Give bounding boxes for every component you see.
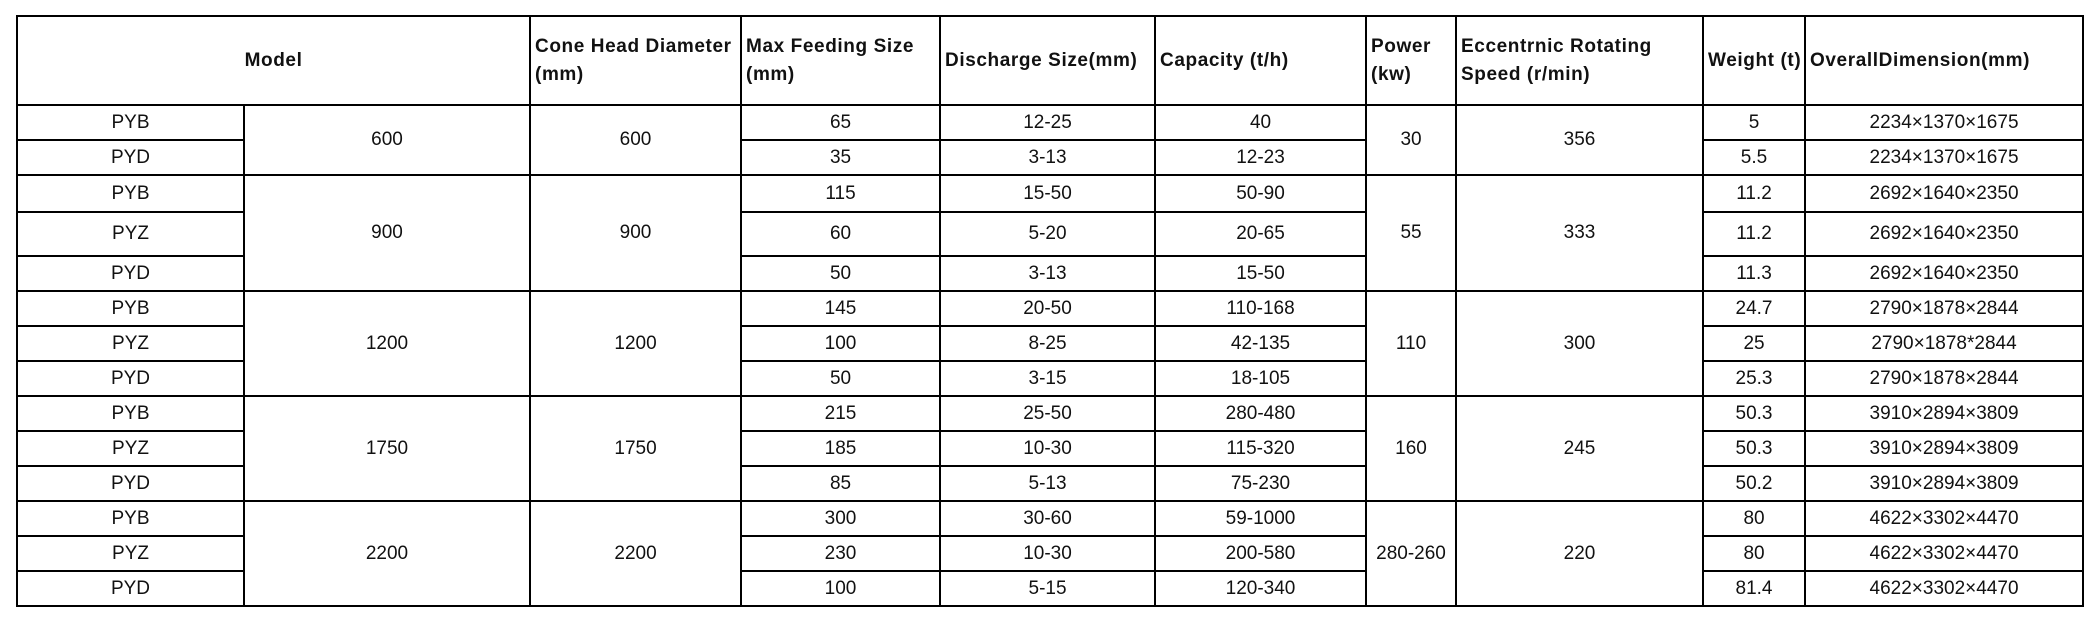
discharge-cell: 30-60 [940,501,1155,536]
header-cone-head-diameter: Cone Head Diameter (mm) [530,16,741,105]
model-cell: PYZ [17,536,244,571]
capacity-cell: 20-65 [1155,212,1366,256]
max-feeding-cell: 215 [741,396,940,431]
capacity-cell: 115-320 [1155,431,1366,466]
max-feeding-cell: 65 [741,105,940,140]
model-cell: PYB [17,396,244,431]
weight-cell: 50.3 [1703,396,1805,431]
table-row [17,175,2083,212]
table-row [17,105,2083,140]
max-feeding-cell: 300 [741,501,940,536]
model-cell: PYZ [17,326,244,361]
capacity-cell: 50-90 [1155,175,1366,212]
model-cell: PYD [17,140,244,175]
discharge-cell: 3-13 [940,256,1155,291]
capacity-cell: 120-340 [1155,571,1366,606]
speed-cell: 333 [1456,175,1703,291]
model-cell: PYD [17,361,244,396]
dimension-cell: 4622×3302×4470 [1805,571,2083,606]
discharge-cell: 10-30 [940,536,1155,571]
weight-cell: 24.7 [1703,291,1805,326]
discharge-cell: 5-15 [940,571,1155,606]
model-cell: PYB [17,291,244,326]
dimension-cell: 2234×1370×1675 [1805,140,2083,175]
capacity-cell: 15-50 [1155,256,1366,291]
power-cell: 280-260 [1366,501,1456,606]
discharge-cell: 15-50 [940,175,1155,212]
model-cell: PYB [17,105,244,140]
model-cell: PYD [17,466,244,501]
discharge-cell: 20-50 [940,291,1155,326]
power-cell: 160 [1366,396,1456,501]
speed-cell: 220 [1456,501,1703,606]
weight-cell: 5.5 [1703,140,1805,175]
cone-head-cell: 1750 [530,396,741,501]
cone-head-cell: 1200 [530,291,741,396]
header-row [17,16,2083,105]
max-feeding-cell: 85 [741,466,940,501]
capacity-cell: 59-1000 [1155,501,1366,536]
header-capacity: Capacity (t/h) [1155,16,1366,105]
weight-cell: 50.2 [1703,466,1805,501]
size-cell: 2200 [244,501,530,606]
dimension-cell: 4622×3302×4470 [1805,536,2083,571]
header-overall-dimension: OverallDimension(mm) [1805,16,2083,105]
max-feeding-cell: 185 [741,431,940,466]
dimension-cell: 2790×1878×2844 [1805,361,2083,396]
dimension-cell: 2692×1640×2350 [1805,212,2083,256]
capacity-cell: 75-230 [1155,466,1366,501]
header-eccentric-speed: Eccentrnic Rotating Speed (r/min) [1456,16,1703,105]
discharge-cell: 5-20 [940,212,1155,256]
speed-cell: 356 [1456,105,1703,175]
capacity-cell: 110-168 [1155,291,1366,326]
dimension-cell: 2692×1640×2350 [1805,256,2083,291]
dimension-cell: 3910×2894×3809 [1805,466,2083,501]
dimension-cell: 3910×2894×3809 [1805,396,2083,431]
max-feeding-cell: 35 [741,140,940,175]
discharge-cell: 5-13 [940,466,1155,501]
capacity-cell: 12-23 [1155,140,1366,175]
max-feeding-cell: 60 [741,212,940,256]
dimension-cell: 4622×3302×4470 [1805,501,2083,536]
weight-cell: 11.3 [1703,256,1805,291]
discharge-cell: 25-50 [940,396,1155,431]
header-discharge-size: Discharge Size(mm) [940,16,1155,105]
model-cell: PYB [17,501,244,536]
weight-cell: 11.2 [1703,212,1805,256]
size-cell: 900 [244,175,530,291]
power-cell: 110 [1366,291,1456,396]
size-cell: 1200 [244,291,530,396]
table-row [17,501,2083,536]
capacity-cell: 40 [1155,105,1366,140]
max-feeding-cell: 50 [741,361,940,396]
discharge-cell: 3-15 [940,361,1155,396]
discharge-cell: 3-13 [940,140,1155,175]
capacity-cell: 200-580 [1155,536,1366,571]
model-cell: PYD [17,256,244,291]
model-cell: PYB [17,175,244,212]
speed-cell: 245 [1456,396,1703,501]
cone-crusher-spec-table [16,15,2084,607]
dimension-cell: 2790×1878*2844 [1805,326,2083,361]
discharge-cell: 12-25 [940,105,1155,140]
dimension-cell: 2234×1370×1675 [1805,105,2083,140]
power-cell: 55 [1366,175,1456,291]
capacity-cell: 18-105 [1155,361,1366,396]
weight-cell: 25.3 [1703,361,1805,396]
capacity-cell: 42-135 [1155,326,1366,361]
max-feeding-cell: 50 [741,256,940,291]
speed-cell: 300 [1456,291,1703,396]
dimension-cell: 2790×1878×2844 [1805,291,2083,326]
header-power: Power (kw) [1366,16,1456,105]
discharge-cell: 8-25 [940,326,1155,361]
dimension-cell: 2692×1640×2350 [1805,175,2083,212]
header-model: Model [17,16,530,105]
max-feeding-cell: 100 [741,571,940,606]
discharge-cell: 10-30 [940,431,1155,466]
capacity-cell: 280-480 [1155,396,1366,431]
max-feeding-cell: 100 [741,326,940,361]
weight-cell: 80 [1703,501,1805,536]
header-weight: Weight (t) [1703,16,1805,105]
cone-head-cell: 2200 [530,501,741,606]
table-row [17,291,2083,326]
weight-cell: 11.2 [1703,175,1805,212]
max-feeding-cell: 230 [741,536,940,571]
model-cell: PYZ [17,212,244,256]
max-feeding-cell: 145 [741,291,940,326]
size-cell: 600 [244,105,530,175]
weight-cell: 81.4 [1703,571,1805,606]
power-cell: 30 [1366,105,1456,175]
weight-cell: 5 [1703,105,1805,140]
max-feeding-cell: 115 [741,175,940,212]
model-cell: PYD [17,571,244,606]
model-cell: PYZ [17,431,244,466]
cone-head-cell: 600 [530,105,741,175]
table-row [17,396,2083,431]
weight-cell: 80 [1703,536,1805,571]
dimension-cell: 3910×2894×3809 [1805,431,2083,466]
weight-cell: 50.3 [1703,431,1805,466]
header-max-feeding-size: Max Feeding Size (mm) [741,16,940,105]
weight-cell: 25 [1703,326,1805,361]
cone-head-cell: 900 [530,175,741,291]
size-cell: 1750 [244,396,530,501]
